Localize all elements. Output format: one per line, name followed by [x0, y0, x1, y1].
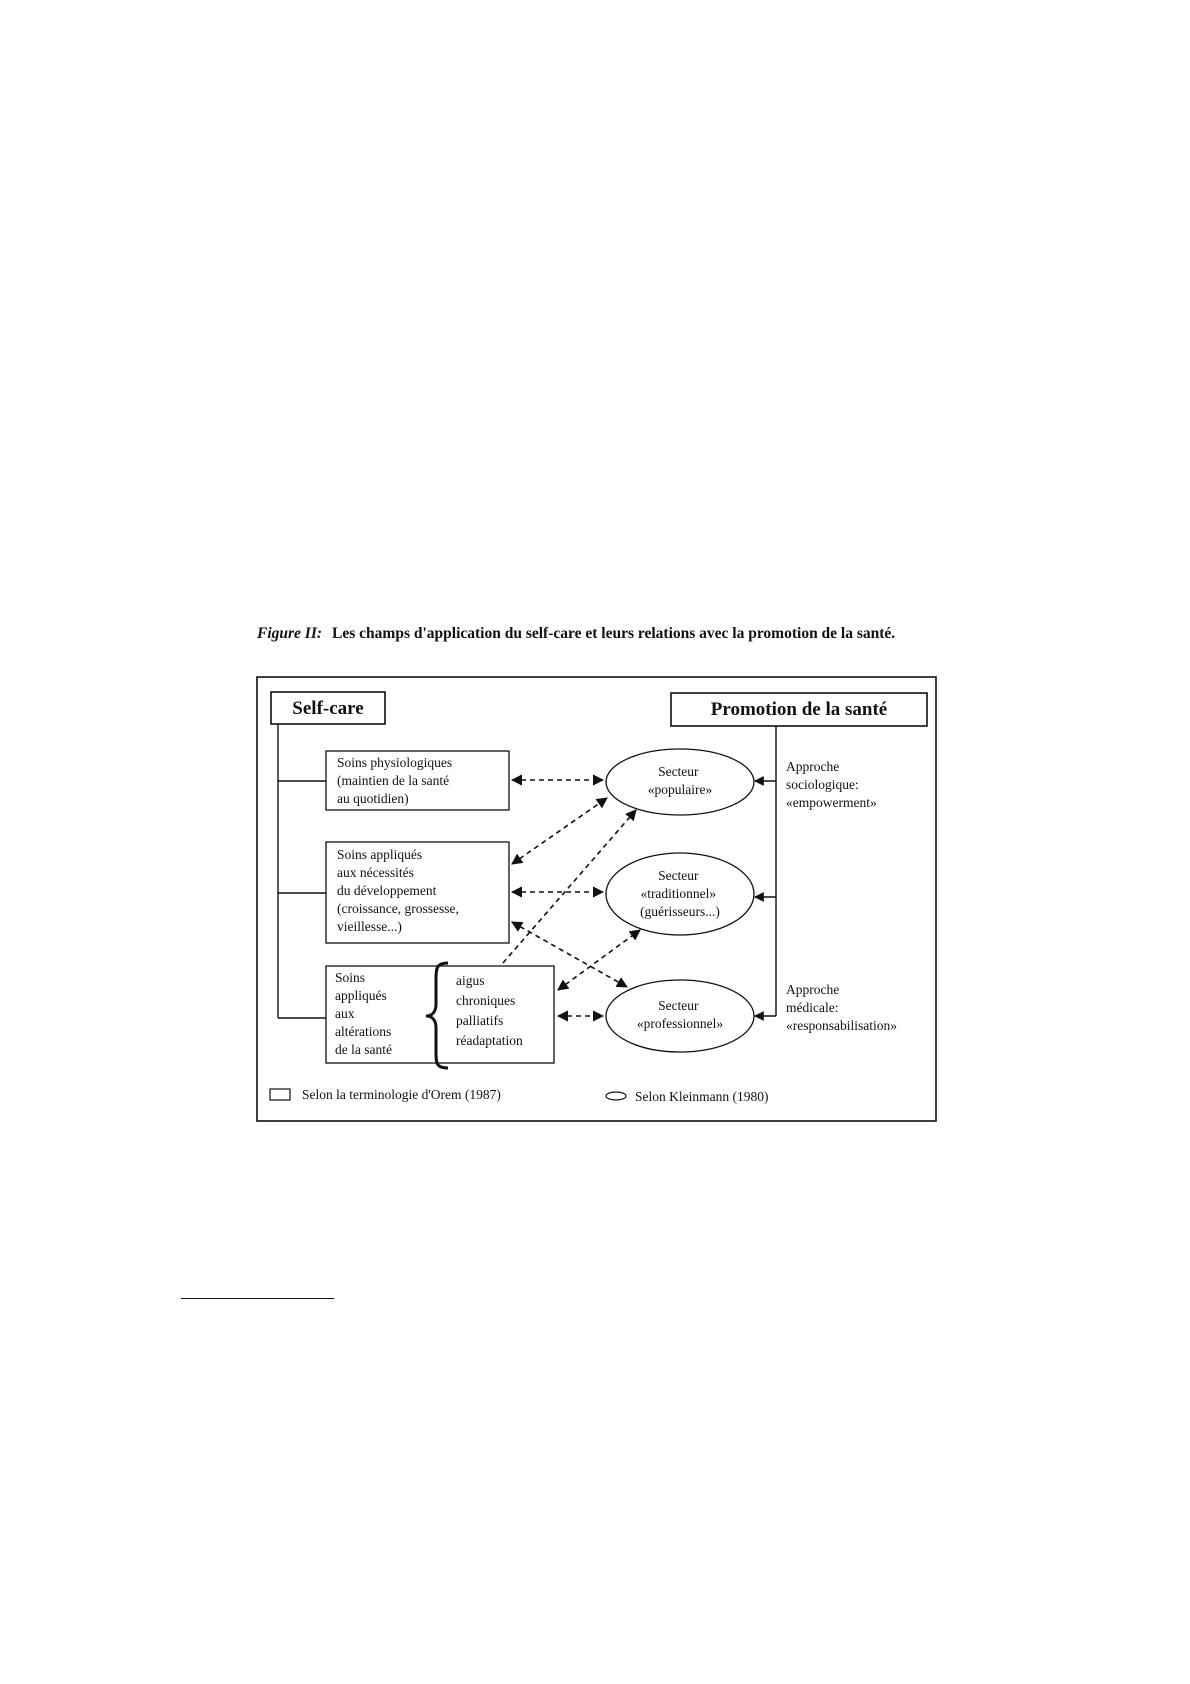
self-care-tree: [278, 724, 326, 1018]
arrow-alterations-traditionnel: [558, 930, 640, 990]
legend-rect-text: Selon la terminologie d'Orem (1987): [302, 1087, 501, 1102]
self-care-label: Self-care: [292, 698, 364, 719]
promotion-label: Promotion de la santé: [710, 699, 888, 720]
figure-label: Figure II:: [257, 625, 323, 642]
alteration-types-text: aigus chroniques palliatifs réadaptation: [456, 973, 523, 1048]
arrow-dev-populaire: [512, 798, 607, 864]
approche-sociologique-text: Approche sociologique: «empowerment»: [786, 759, 877, 810]
approche-medicale-text: Approche médicale: «responsabilisation»: [786, 982, 897, 1033]
footnote-rule: [181, 1298, 334, 1299]
promotion-arrows: [755, 781, 776, 1016]
alterations-brace: [426, 963, 448, 1068]
relation-arrows: [503, 780, 640, 1016]
secteur-populaire-text: Secteur «populaire»: [647, 764, 713, 797]
secteur-traditionnel-text: Secteur «traditionnel» (guérisseurs...): [640, 868, 720, 919]
legend-ellipse-symbol: [606, 1092, 626, 1100]
secteur-professionnel-text: Secteur «professionnel»: [636, 998, 724, 1031]
soins-physiologiques-text: Soins physiologiques (maintien de la santé au quotidien): [337, 755, 453, 806]
figure-title: Les champs d'application du self-care et leurs relations avec la promotion de la santé.: [332, 625, 896, 642]
legend-rect-symbol: [270, 1089, 290, 1100]
legend-ellipse-text: Selon Kleinmann (1980): [635, 1089, 769, 1104]
soins-developpement-text: Soins appliqués aux nécessités du développement (croissance, grossesse, vieillesse...): [337, 847, 459, 934]
soins-alterations-text: Soins appliqués aux altérations de la santé: [335, 970, 392, 1057]
arrow-alterations-populaire: [503, 810, 636, 963]
